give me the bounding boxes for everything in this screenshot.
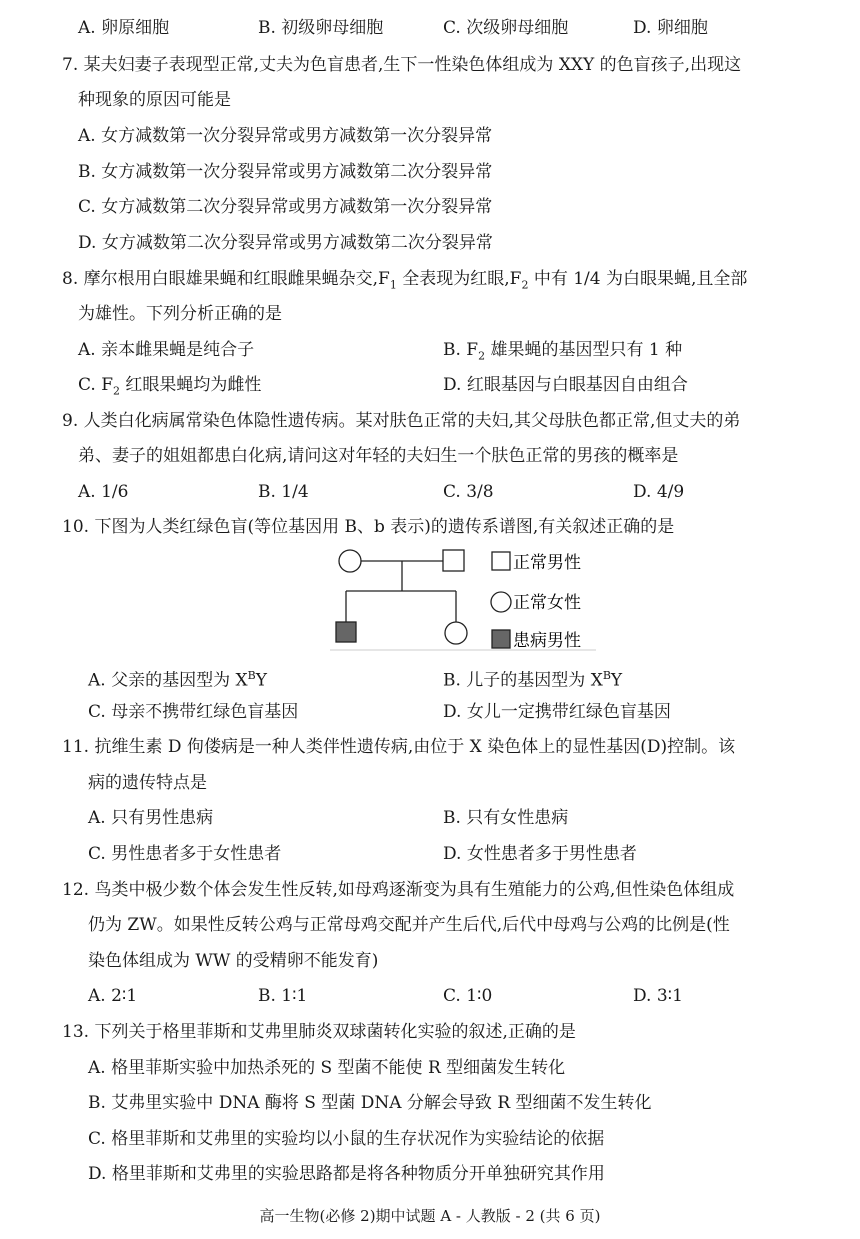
son-affected-symbol bbox=[336, 622, 356, 642]
legend-affected-male: 患病男性 bbox=[513, 631, 581, 651]
daughter-symbol bbox=[445, 622, 467, 644]
q8-stem-line-1: 8. 摩尔根用白眼雄果蝇和红眼雌果蝇杂交$,F_1$ 全表现为红眼$,F_2$ 中有 1/4 为白眼果蝇,且全部 bbox=[62, 269, 748, 292]
q12-option-d: D. 3∶1 bbox=[633, 986, 683, 1006]
q6-option-b: B. 初级卵母细胞 bbox=[258, 18, 384, 38]
q6-option-d: D. 卵细胞 bbox=[633, 18, 708, 38]
q13-stem: 13. 下列关于格里菲斯和艾弗里肺炎双球菌转化实验的叙述,正确的是 bbox=[62, 1022, 576, 1042]
page-footer: 高一生物(必修 2)期中试题 A - 人教版 - 2 (共 6 页) bbox=[259, 1207, 601, 1225]
q8-option-c: C. $F_2$ 红眼果蝇均为雌性 bbox=[78, 375, 262, 398]
q6-option-a: A. 卵原细胞 bbox=[78, 18, 170, 38]
q13-option-a: A. 格里菲斯实验中加热杀死的 S 型菌不能使 R 型细菌发生转化 bbox=[88, 1058, 566, 1078]
q8-option-d: D. 红眼基因与白眼基因自由组合 bbox=[443, 375, 688, 395]
legend-affected-male-icon bbox=[492, 630, 510, 648]
q8-option-b: B. $F_2$ 雄果蝇的基因型只有 1 种 bbox=[443, 340, 683, 363]
q9-option-d: D. 4/9 bbox=[633, 482, 685, 502]
q11-option-d: D. 女性患者多于男性患者 bbox=[443, 844, 637, 864]
q8-option-a: A. 亲本雌果蝇是纯合子 bbox=[78, 340, 255, 360]
legend-normal-male-icon bbox=[492, 552, 510, 570]
q13-option-b: B. 艾弗里实验中 DNA 酶将 S 型菌 DNA 分解会导致 R 型细菌不发生转化 bbox=[88, 1093, 652, 1113]
q9-stem-line-2: 弟、妻子的姐姐都患白化病,请问这对年轻的夫妇生一个肤色正常的男孩的概率是 bbox=[78, 446, 679, 466]
q13-option-c: C. 格里菲斯和艾弗里的实验均以小鼠的生存状况作为实验结论的依据 bbox=[88, 1129, 605, 1149]
q12-option-c: C. 1∶0 bbox=[443, 986, 493, 1006]
q13-option-d: D. 格里菲斯和艾弗里的实验思路都是将各种物质分开单独研究其作用 bbox=[88, 1164, 605, 1184]
pedigree-chart bbox=[330, 542, 596, 652]
legend-normal-male: 正常男性 bbox=[513, 553, 581, 573]
q10-option-a: A. 父亲的基因型为 $X^BY$ bbox=[88, 669, 267, 691]
q12-option-a: A. 2∶1 bbox=[88, 986, 138, 1006]
q7-option-c: C. 女方减数第二次分裂异常或男方减数第一次分裂异常 bbox=[78, 197, 493, 217]
q9-option-c: C. 3/8 bbox=[443, 482, 494, 502]
q7-option-d: D. 女方减数第二次分裂异常或男方减数第二次分裂异常 bbox=[78, 233, 493, 253]
q12-stem-line-3: 染色体组成为 WW 的受精卵不能发育) bbox=[88, 951, 379, 971]
q10-option-b: B. 儿子的基因型为 $X^BY$ bbox=[443, 669, 623, 691]
q7-option-b: B. 女方减数第一次分裂异常或男方减数第二次分裂异常 bbox=[78, 162, 493, 182]
mother-symbol bbox=[339, 550, 361, 572]
q7-stem-line-2: 种现象的原因可能是 bbox=[78, 90, 231, 110]
q11-stem-line-1: 11. 抗维生素 D 佝偻病是一种人类伴性遗传病,由位于 X 染色体上的显性基因(D)控制。该 bbox=[62, 737, 736, 757]
q12-stem-line-1: 12. 鸟类中极少数个体会发生性反转,如母鸡逐渐变为具有生殖能力的公鸡,但性染色体组成 bbox=[62, 880, 735, 900]
q7-stem-line-1: 7. 某夫妇妻子表现型正常,丈夫为色盲患者,生下一性染色体组成为 XXY 的色盲孩子,出现这 bbox=[62, 55, 742, 75]
q9-option-b: B. 1/4 bbox=[258, 482, 309, 502]
q11-stem-line-2: 病的遗传特点是 bbox=[88, 773, 207, 793]
q10-option-d: D. 女儿一定携带红绿色盲基因 bbox=[443, 702, 671, 722]
q12-stem-line-2: 仍为 ZW。如果性反转公鸡与正常母鸡交配并产生后代,后代中母鸡与公鸡的比例是(性 bbox=[88, 915, 730, 935]
q9-stem-line-1: 9. 人类白化病属常染色体隐性遗传病。某对肤色正常的夫妇,其父母肤色都正常,但丈夫的弟 bbox=[62, 411, 741, 431]
q10-stem: 10. 下图为人类红绿色盲(等位基因用 B、b 表示)的遗传系谱图,有关叙述正确的是 bbox=[62, 517, 675, 537]
q6-option-c: C. 次级卵母细胞 bbox=[443, 18, 569, 38]
q12-option-b: B. 1∶1 bbox=[258, 986, 308, 1006]
q11-option-b: B. 只有女性患病 bbox=[443, 808, 569, 828]
q8-stem-line-2: 为雄性。下列分析正确的是 bbox=[78, 304, 282, 324]
q11-option-c: C. 男性患者多于女性患者 bbox=[88, 844, 282, 864]
q9-option-a: A. 1/6 bbox=[78, 482, 129, 502]
q7-option-a: A. 女方减数第一次分裂异常或男方减数第一次分裂异常 bbox=[78, 126, 493, 146]
q10-option-c: C. 母亲不携带红绿色盲基因 bbox=[88, 702, 299, 722]
legend-normal-female: 正常女性 bbox=[513, 593, 581, 613]
legend-normal-female-icon bbox=[491, 592, 511, 612]
q11-option-a: A. 只有男性患病 bbox=[88, 808, 214, 828]
father-symbol bbox=[443, 550, 464, 571]
